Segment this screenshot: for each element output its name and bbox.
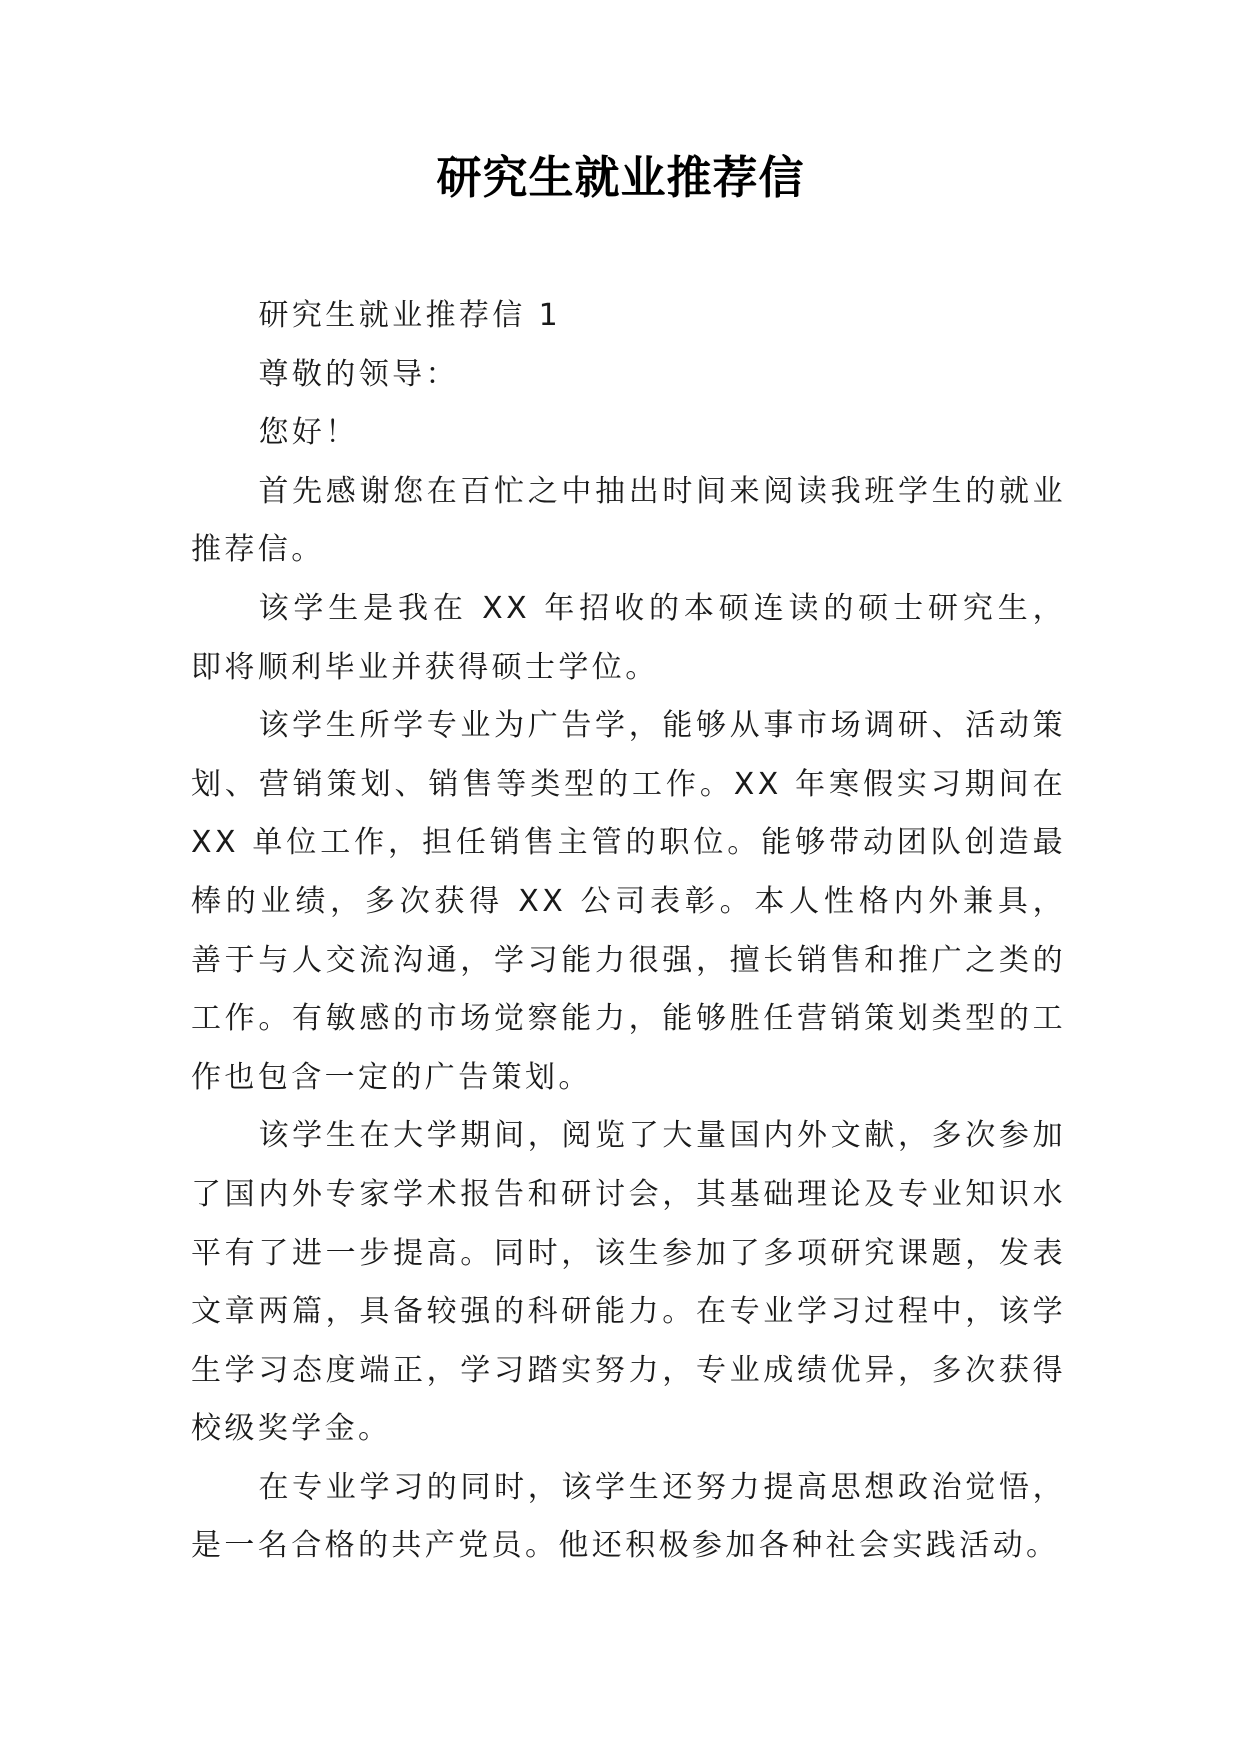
paragraph-thanks: 首先感谢您在百忙之中抽出时间来阅读我班学生的就业推荐信。 <box>191 473 1066 568</box>
paragraph-intro: 该学生是我在 XX 年招收的本硕连读的硕士研究生，即将顺利毕业并获得硕士学位。 <box>191 590 1066 685</box>
salutation: 尊敬的领导： <box>258 356 459 392</box>
document-body <box>191 287 1066 1576</box>
letter-heading: 研究生就业推荐信 1 <box>258 298 562 333</box>
paragraph-study: 该学生在大学期间，阅览了大量国内外文献，多次参加了国内外专家学术报告和研讨会，其基础理论及专业知识水平有了进一步提高。同时，该生参加了多项研究课题，发表文章两篇，具备较强的科研能力。在专业学习过程中，该学生学习态度端正，学习踏实努力，专业成绩优异，多次获得校级奖学金。 <box>191 1118 1066 1447</box>
document-title: 研究生就业推荐信 <box>436 151 805 204</box>
greeting: 您好！ <box>258 415 359 451</box>
paragraph-major: 该学生所学专业为广告学，能够从事市场调研、活动策划、营销策划、销售等类型的工作。XX 年寒假实习期间在 XX 单位工作，担任销售主管的职位。能够带动团队创造最棒的业绩，多次获得 XX 公司表彰。本人性格内外兼具，善于与人交流沟通，学习能力很强，擅长销售和推广之类的工作。有敏感的市场觉察能力，能够胜任营销策划类型的工作也包含一定的广告策划。 <box>191 708 1066 1095</box>
paragraph-politics: 在专业学习的同时，该学生还努力提高思想政治觉悟，是一名合格的共产党员。他还积极参加各种社会实践活动。 <box>191 1469 1066 1564</box>
